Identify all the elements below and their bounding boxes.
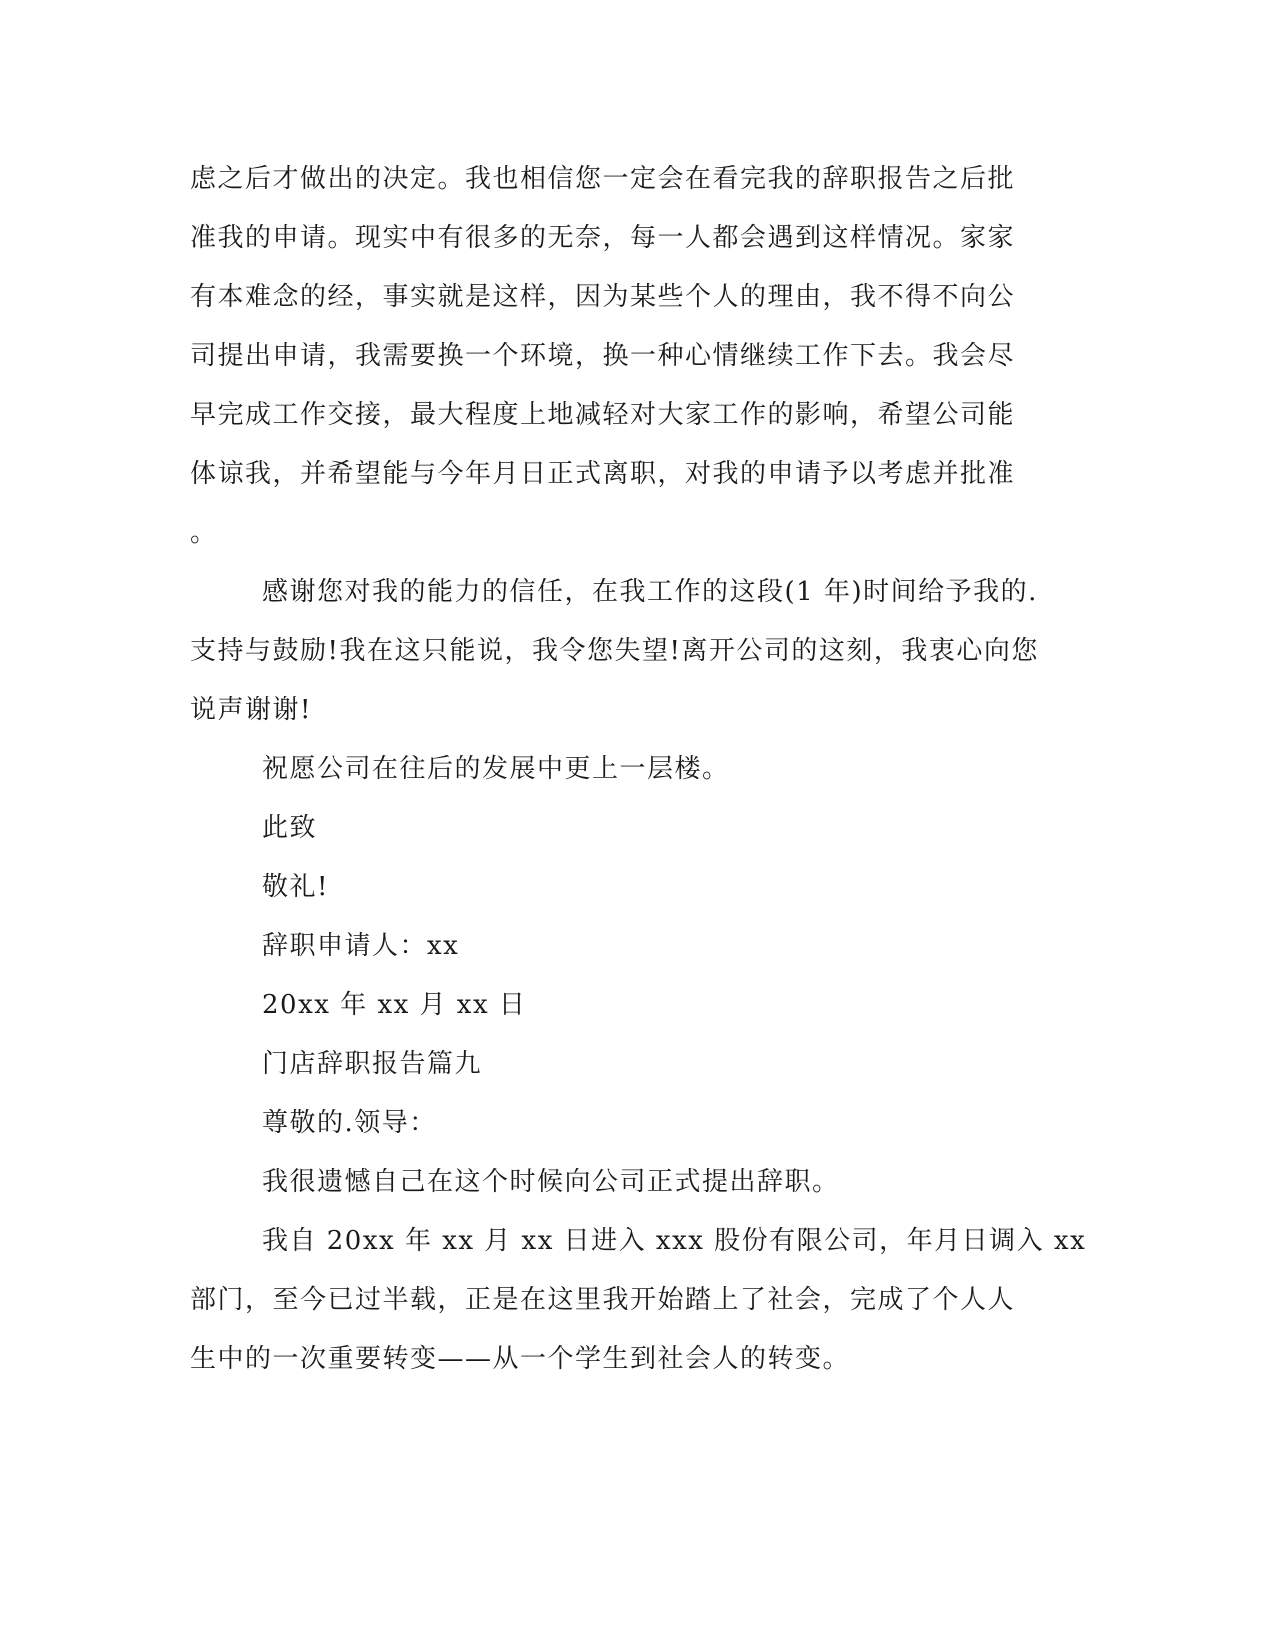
paragraph-line: 有本难念的经，事实就是这样，因为某些个人的理由，我不得不向公 [190, 282, 1016, 312]
letter-greeting: 尊敬的.领导： [262, 1108, 437, 1138]
paragraph-line: 我很遗憾自己在这个时候向公司正式提出辞职。 [262, 1167, 840, 1197]
paragraph-line: 准我的申请。现实中有很多的无奈，每一人都会遇到这样情况。家家 [190, 223, 1016, 253]
paragraph-line: 说声谢谢! [190, 695, 312, 725]
paragraph-line: 司提出申请，我需要换一个环境，换一种心情继续工作下去。我会尽 [190, 341, 1016, 371]
salutation-cizhi: 此致 [262, 813, 318, 843]
salutation-jingli: 敬礼! [262, 872, 329, 902]
section-heading: 门店辞职报告篇九 [262, 1049, 483, 1079]
paragraph-line: 。 [190, 518, 217, 548]
paragraph-line: 体谅我，并希望能与今年月日正式离职，对我的申请予以考虑并批准 [190, 459, 1016, 489]
paragraph-line: 部门，至今已过半载，正是在这里我开始踏上了社会，完成了个人人 [190, 1285, 1016, 1315]
paragraph-line: 我自 20xx 年 xx 月 xx 日进入 xxx 股份有限公司，年月日调入 xx [262, 1226, 1087, 1256]
signature-date: 20xx 年 xx 月 xx 日 [262, 990, 527, 1020]
paragraph-line: 感谢您对我的能力的信任，在我工作的这段(1 年)时间给予我的. [262, 577, 1038, 607]
signature-applicant: 辞职申请人：xx [262, 931, 460, 961]
closing-wish: 祝愿公司在往后的发展中更上一层楼。 [262, 754, 730, 784]
paragraph-line: 生中的一次重要转变——从一个学生到社会人的转变。 [190, 1344, 851, 1374]
paragraph-line: 早完成工作交接，最大程度上地减轻对大家工作的影响，希望公司能 [190, 400, 1016, 430]
paragraph-line: 支持与鼓励!我在这只能说，我令您失望!离开公司的这刻，我衷心向您 [190, 636, 1039, 666]
paragraph-line: 虑之后才做出的决定。我也相信您一定会在看完我的辞职报告之后批 [190, 164, 1016, 194]
